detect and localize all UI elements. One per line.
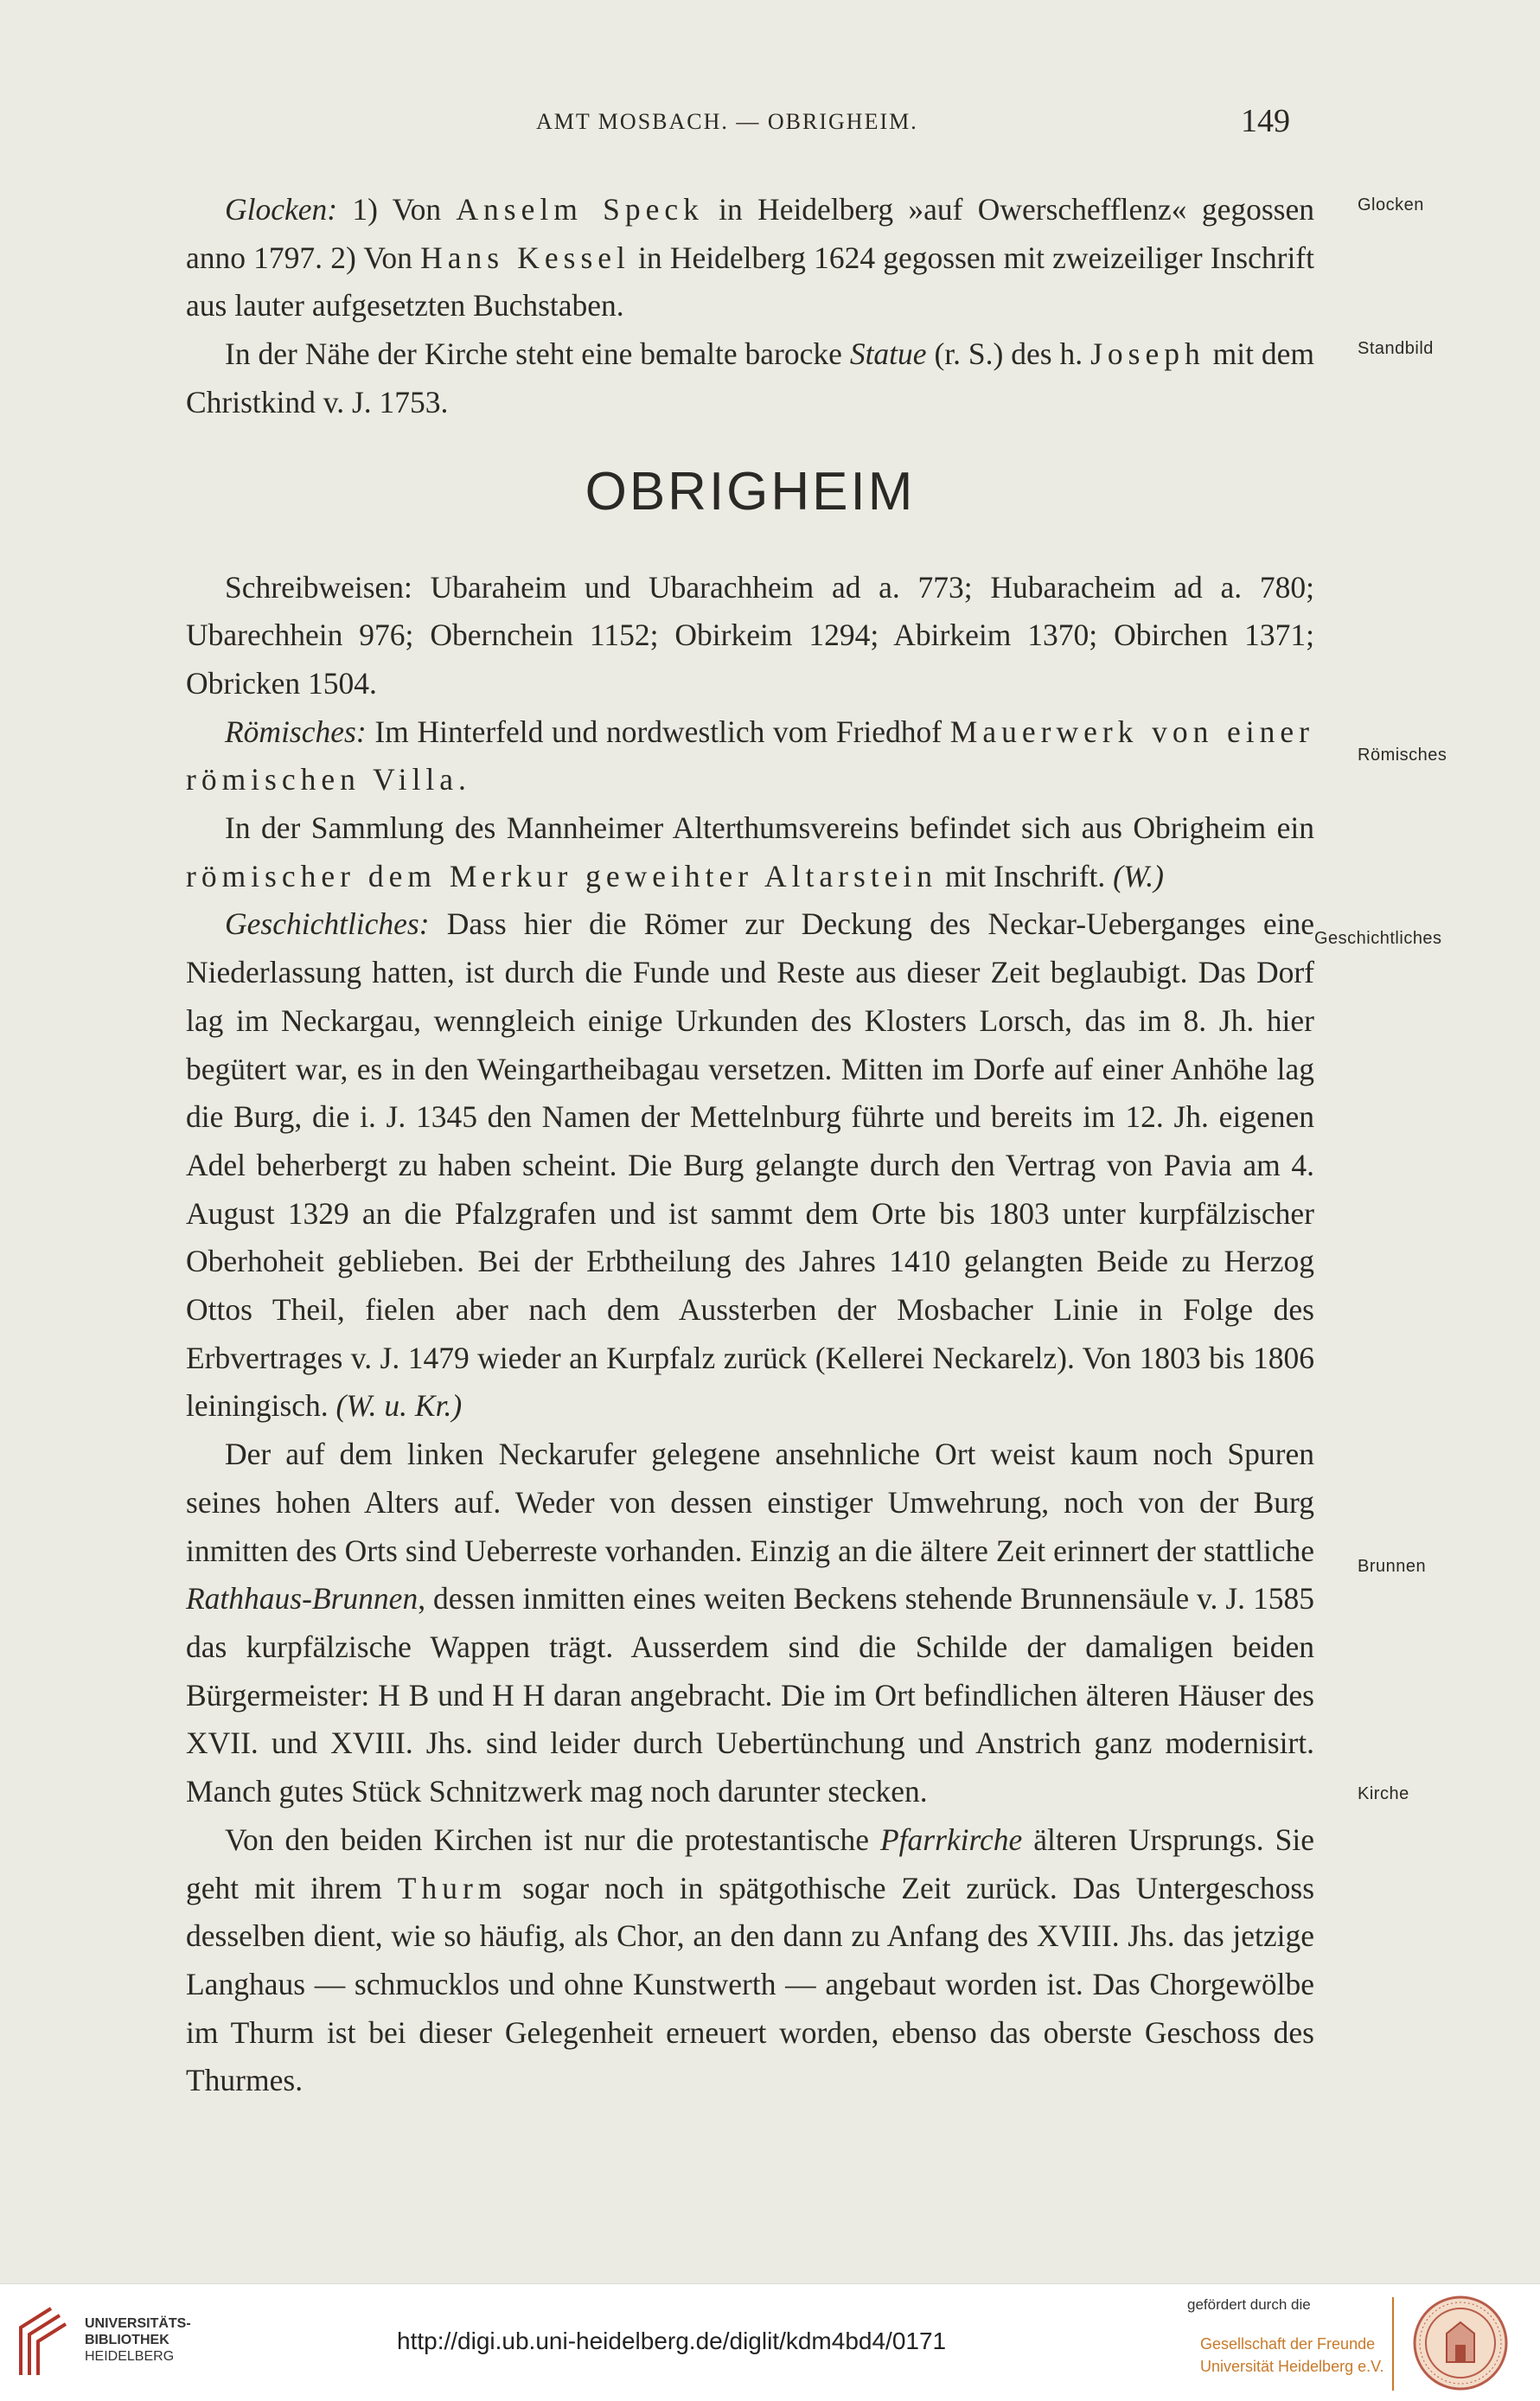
paragraph-glocken — [186, 186, 1314, 330]
library-name-line: HEIDELBERG — [85, 2349, 175, 2364]
text-run: Der auf dem linken Neckarufer gelegene ansehnliche Ort weist kaum noch Spuren seines hohen Alters auf. Weder von dessen einstiger Umwehrung, noch von der Burg inmitten des Orts sind Ueberreste vorhanden. Einzig an die ältere Zeit erinnert der stattliche — [186, 1437, 1314, 1568]
text-run: , dessen inmitten eines weiten Beckens stehende Brunnensäule v. J. 1585 das kurpfälzische Wappen trägt. Ausserdem sind die Schilde der damaligen beiden Bürgermeister: H B und H H daran angebracht. Die im Ort befindlichen älteren Häuser des XVII. und XVIII. Jhs. sind leider durch Uebertünchung und Anstrich ganz modernisirt. Manch gutes Stück Schnitzwerk mag noch darunter stecken. — [186, 1581, 1314, 1809]
text-run: Von den beiden Kirchen ist nur die protestantische — [225, 1822, 880, 1857]
text-run: Im Hinterfeld und nordwestlich vom Friedhof — [366, 714, 950, 749]
text-run: älteren Ursprungs. Sie geht mit ihrem — [186, 1822, 1315, 1905]
text-run: mit Inschrift. — [937, 858, 1114, 893]
section-label: Römisches: — [225, 714, 367, 749]
spaced-phrase: Mauerwerk von einer römischen Villa — [186, 714, 1314, 797]
margin-note-kirche: Kirche — [1358, 1784, 1409, 1803]
text-run: Dass hier die Römer zur Deckung des Neckar-Ueberganges eine Niederlassung hatten, ist durch die Funde und Reste aus dieser Zeit beglaubigt. Das Dorf lag im Neckargau, wenngleich einige Urkunden des Klosters Lorsch, das im 8. Jh. hier begütert war, es in den Weingartheibagau versetzen. Mitten im Dorfe auf einer Anhöhe lag die Burg, die i. J. 1345 den Namen der Mettelnburg führte und bereits im 12. Jh. eigenen Adel beherbergt zu haben scheint. Die Burg gelangte durch den Vertrag von Pavia am 4. August 1329 an die Pfalzgrafen und ist sammt dem Orte bis 1803 unter kurpfälzischer Oberhoheit geblieben. Bei der Erbtheilung des Jahres 1410 gelangten Beide zu Herzog Ottos Theil, fielen aber nach dem Aussterben der Mosbacher Linie in Folge des Erbvertrages v. J. 1479 wieder an Kurpfalz zurück (Kellerei Neckarelz). Von 1803 bis 1806 leiningisch. — [186, 906, 1314, 1424]
text-run: 1) Von — [337, 192, 457, 227]
margin-note-geschichtliches: Geschichtliches — [1314, 929, 1442, 948]
permalink-url[interactable]: http://digi.ub.uni-heidelberg.de/diglit/kdm4bd4/0171 — [397, 2327, 947, 2354]
paragraph-roemisches — [186, 708, 1314, 804]
author-initials: (W. u. Kr.) — [335, 1388, 463, 1424]
text-run: (r. S.) des h. — [926, 336, 1091, 372]
margin-note-roemisches: Römisches — [1358, 746, 1447, 765]
section-label: Geschichtliches: — [225, 906, 430, 942]
italic-term: Pfarrkirche — [879, 1822, 1023, 1857]
library-name — [85, 2315, 191, 2365]
margin-note-standbild: Standbild — [1358, 339, 1434, 358]
margin-note-glocken: Glocken — [1358, 195, 1424, 214]
text-run: in Heidelberg »auf Owerschefflenz« gegossen anno 1797. 2) Von — [186, 192, 1314, 275]
paragraph-kirche — [186, 1816, 1314, 2105]
viewer-footer — [0, 2283, 1540, 2401]
section-heading: OBRIGHEIM — [585, 461, 916, 522]
university-library-logo — [12, 2302, 73, 2384]
library-name-line: BIBLIOTHEK — [85, 2333, 169, 2347]
italic-term: Statue — [849, 336, 927, 372]
funded-by-text: gefördert durch die — [1187, 2296, 1311, 2313]
italic-term: Rathhaus-Brunnen — [186, 1581, 419, 1617]
spaced-name: Hans Kessel — [420, 240, 630, 275]
library-name-line: UNIVERSITÄTS- — [85, 2316, 191, 2331]
body-text — [186, 186, 1314, 2105]
section-label: Glocken: — [225, 192, 338, 227]
spaced-name: Anselm Speck — [456, 192, 704, 227]
spaced-name: Joseph — [1090, 336, 1205, 372]
text-run: mit dem Christkind v. J. 1753. — [186, 336, 1314, 419]
text-run: sogar noch in spätgothische Zeit zurück. Das Untergeschoss desselben dient, wie so häufig, als Chor, an den dann zu Anfang des XVIII. Jhs. das jetzige Langhaus — schmucklos und ohne Kunstwerth — angebaut worden ist. Das Chorgewölbe im Thurm ist bei dieser Gelegenheit erneuert worden, ebenso das oberste Geschoss des Thurmes. — [186, 1870, 1315, 2098]
society-name[interactable] — [1200, 2333, 1383, 2378]
paragraph-statue — [186, 330, 1314, 426]
university-seal-icon — [1412, 2295, 1509, 2391]
running-head-title: AMT MOSBACH. — OBRIGHEIM. — [536, 109, 918, 134]
spaced-phrase: römischer dem Merkur geweihter Altarstein — [186, 858, 938, 893]
paragraph-geschichtliches — [186, 900, 1314, 1431]
society-name-line: Gesellschaft der Freunde — [1200, 2335, 1376, 2353]
paragraph-sammlung — [186, 804, 1314, 900]
paragraph-schreibweisen: Schreibweisen: Ubaraheim und Ubarachheim ad a. 773; Hubaracheim ad a. 780; Ubarechhein 976; Obernchein 1152; Obirkeim 1294; Abirkeim 1370; Obirchen 1371; Obricken 1504. — [186, 569, 1314, 701]
society-name-line: Universität Heidelberg e.V. — [1200, 2358, 1384, 2375]
spaced-word: Thurm — [397, 1870, 508, 1905]
author-initials: (W.) — [1113, 858, 1164, 893]
text-run: in Heidelberg 1624 gegossen mit zweizeiliger Inschrift aus lauter aufgesetzten Buchstaben. — [186, 240, 1314, 323]
footer-divider — [1392, 2297, 1394, 2391]
text-run: In der Sammlung des Mannheimer Alterthumsvereins befindet sich aus Obrigheim ein — [225, 810, 1314, 846]
margin-note-brunnen: Brunnen — [1358, 1557, 1427, 1576]
page-number: 149 — [1241, 103, 1290, 139]
text-run: In der Nähe der Kirche steht eine bemalte barocke — [225, 336, 850, 372]
text-run: . — [457, 762, 466, 797]
paragraph-ort — [186, 1431, 1314, 1816]
